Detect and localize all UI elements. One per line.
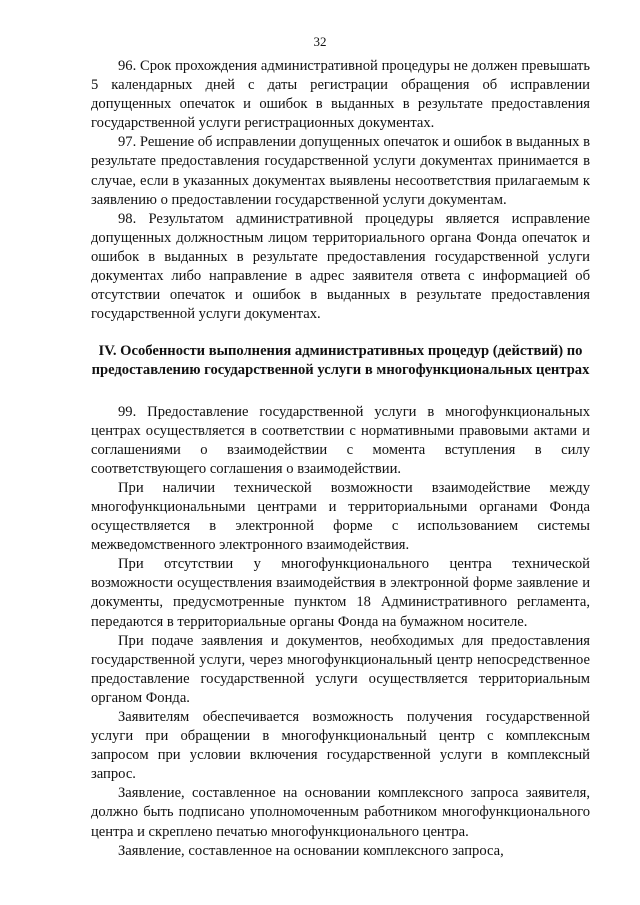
page-number: 32 (313, 34, 327, 49)
paragraph-electronic-interaction: При наличии технической возможности взаимодействие между многофункциональными центрами и территориальными органами Фонда осуществляется в электронной форме с использованием системы межведомственного электронного взаимодействия. (91, 479, 590, 554)
section-heading: IV. Особенности выполнения административных процедур (действий) по предоставлению государственной услуги в многофункциональных центрах (91, 343, 590, 379)
paragraph-direct-provision: При подаче заявления и документов, необходимых для предоставления государственной услуги, через многофункциональный центр непосредственное предоставление государственной услуги осуществляется территориальным органом Фонда. (91, 632, 590, 706)
paragraph-97: 97. Решение об исправлении допущенных опечаток и ошибок в выданных в результате предоставления государственной услуги документах принимается в случае, если в указанных документах выявлены несоответствия прилагаемым к заявлению о предоставлении государственной услуги документам. (91, 134, 590, 208)
paragraph-99: 99. Предоставление государственной услуги в многофункциональных центрах осуществляется в соответствии с нормативными правовыми актами и соглашениями о взаимодействии с момента вступления в силу соответствующего соглашения о взаимодействии. (91, 403, 590, 477)
paragraph-signature: Заявление, составленное на основании комплексного запроса заявителя, должно быть подписано уполномоченным работником многофункционального центра и скреплено печатью многофункционального центра. (91, 785, 590, 840)
paragraph-96: 96. Срок прохождения административной процедуры не должен превышать 5 календарных дней с даты регистрации обращения об исправлении допущенных опечаток и ошибок в выданных в результате предоставления государственной услуги регистрационных документах. (91, 58, 590, 132)
paragraph-continued: Заявление, составленное на основании комплексного запроса, (118, 842, 504, 859)
paragraph-paper-transfer: При отсутствии у многофункционального центра технической возможности осуществления взаимодействия в электронной форме заявление и документы, предусмотренные пунктом 18 Административного регламента, передаются в территориальные органы Фонда на бумажном носителе. (91, 556, 590, 630)
paragraph-98: 98. Результатом административной процедуры является исправление допущенных должностным лицом территориального органа Фонда опечаток и ошибок в выданных в результате предоставления государственной услуги документах либо направление в адрес заявителя ответа с информацией об отсутствии опечаток и ошибок в выданных в результате предоставления государственной услуги документах. (91, 210, 590, 323)
document-body (91, 57, 590, 861)
paragraph-complex-request: Заявителям обеспечивается возможность получения государственной услуги при обращении в многофункциональный центр с комплексным запросом при условии включения государственной услуги в комплексный запрос. (91, 709, 590, 783)
